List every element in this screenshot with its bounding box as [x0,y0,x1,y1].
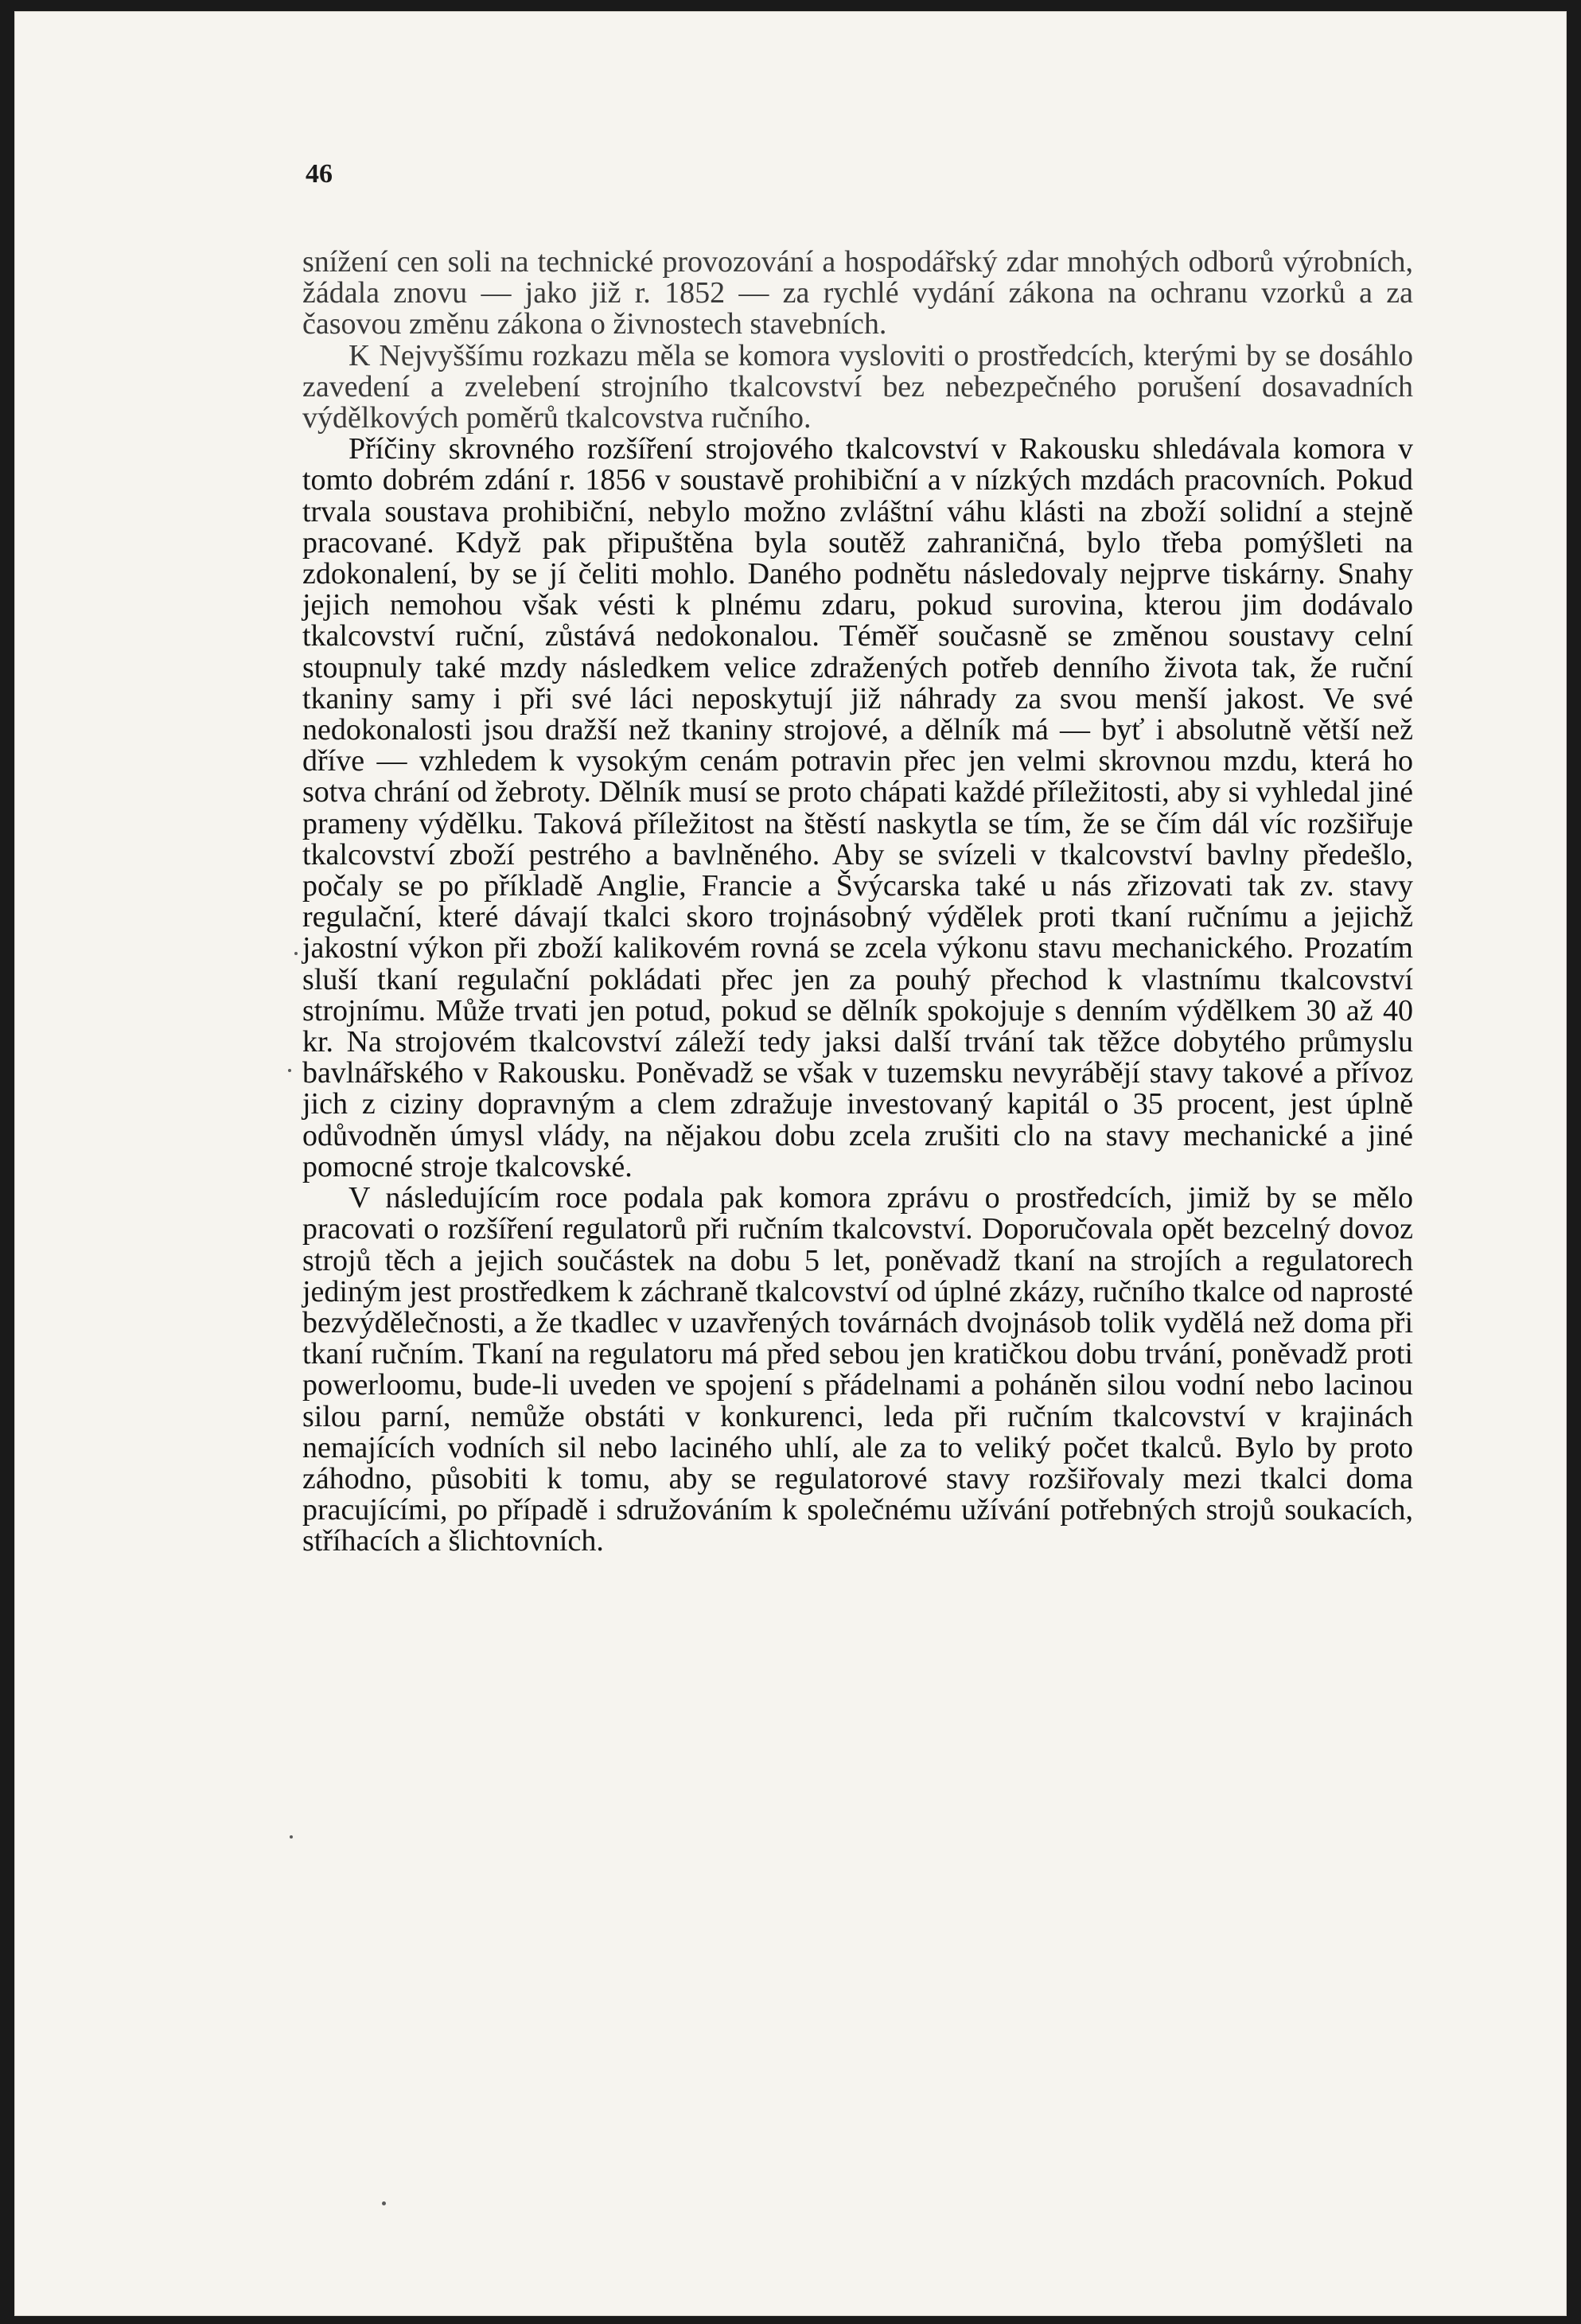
paragraph-2: K Nejvyššímu rozkazu měla se komora vysloviti o prostředcích, kterými by se dosáhlo zavedení a zvelebení strojního tkalcovství bez nebezpečného porušení dosavadních výdělkových poměrů tkalcovstva ručního. [302,338,1413,435]
scan-speck [294,952,298,955]
book-page [14,11,1567,2316]
page-number: 46 [306,159,333,189]
scan-speck [290,1835,293,1839]
body-text [302,247,1413,1558]
paragraph-1: snížení cen soli na technické provozování a hospodářský zdar mnohých odborů výrobních, žádala znovu — jako již r. 1852 — za rychlé vydání zákona na ochranu vzorků a za časovou změnu zákona o živnostech stavebních. [302,245,1413,341]
scan-speck [382,2201,386,2205]
scan-speck [288,1069,291,1072]
paragraph-3: Příčiny skrovného rozšíření strojového tkalcovství v Rakousku shledávala komora v tomto dobrém zdání r. 1856 v soustavě prohibiční a v nízkých mzdách pracovních. Pokud trvala soustava prohibiční, nebylo možno zvláštní váhu klásti na zboží solidní a stejně pracované. Když pak připuštěna byla soutěž zahraničná, bylo třeba pomýšleti na zdokonalení, by se jí čeliti mohlo. Daného podnětu následovaly nejprve tiskárny. Snahy jejich nemohou však vésti k plnému zdaru, pokud surovina, kterou jim dodávalo tkalcovství ruční, zůstává nedokonalou. Téměř současně se změnou soustavy celní stoupnuly také mzdy následkem velice zdražených potřeb denního života tak, že ruční tkaniny samy i při své láci neposkytují již náhrady za svou menší jakost. Ve své nedokonalosti jsou dražší než tkaniny strojové, a dělník má — byť i absolutně větší než dříve — vzhledem k vysokým cenám potravin přec jen velmi skrovnou mzdu, která ho sotva chrání od žebroty. Dělník musí se proto chápati každé příležitosti, aby si vyhledal jiné prameny výdělku. Taková příležitost na štěstí naskytla se tím, že se čím dál víc rozšiřuje tkalcovství zboží pestrého a bavlněného. Aby se svízeli v tkalcovství bavlny předešlo, počaly se po příkladě Anglie, Francie a Švýcarska také u nás zřizovati tak zv. stavy regulační, které dávají tkalci skoro trojnásobný výdělek proti tkaní ručnímu a jejichž jakostní výkon při zboží kalikovém rovná se zcela výkonu stavu mechanického. Prozatím sluší tkaní regulační pokládati přec jen za pouhý přechod k vlastnímu tkalcovství strojnímu. Může trvati jen potud, pokud se dělník spokojuje s denním výdělkem 30 až 40 kr. Na strojovém tkalcovství záleží tedy jaksi další trvání tak těžce dobytého průmyslu bavlnářského v Rakousku. Poněvadž se však v tuzemsku nevyrábějí stavy takové a přívoz jich z ciziny dopravným a clem zdražuje investovaný kapitál o 35 procent, jest úplně odůvodněn úmysl vlády, na nějakou dobu zcela zrušiti clo na stavy mechanické a jiné pomocné stroje tkalcovské. [302,432,1413,1183]
paragraph-4: V následujícím roce podala pak komora zprávu o prostředcích, jimiž by se mělo pracovati o rozšíření regulatorů při ručním tkalcovství. Doporučovala opět bezcelný dovoz strojů těch a jejich součástek na dobu 5 let, poněvadž tkaní na strojích a regulatorech jediným jest prostředkem k záchraně tkalcovství od úplné zkázy, ručního tkalce od naprosté bezvýdělečnosti, a že tkadlec v uzavřených továrnách dvojnásob tolik vydělá než doma při tkaní ručním. Tkaní na regulatoru má před sebou jen kratičkou dobu trvání, poněvadž proti powerloomu, bude-li uveden ve spojení s přádelnami a poháněn silou vodní nebo lacinou silou parní, nemůže obstáti v konkurenci, leda při ručním tkalcovství v krajinách nemajících vodních sil nebo laciného uhlí, ale za to veliký počet tkalců. Bylo by proto záhodno, působiti k tomu, aby se regulatorové stavy rozšiřovaly mezi tkalci doma pracujícími, po případě i sdružováním k společnému užívání potřebných strojů soukacích, stříhacích a šlichtovních. [302,1181,1413,1558]
